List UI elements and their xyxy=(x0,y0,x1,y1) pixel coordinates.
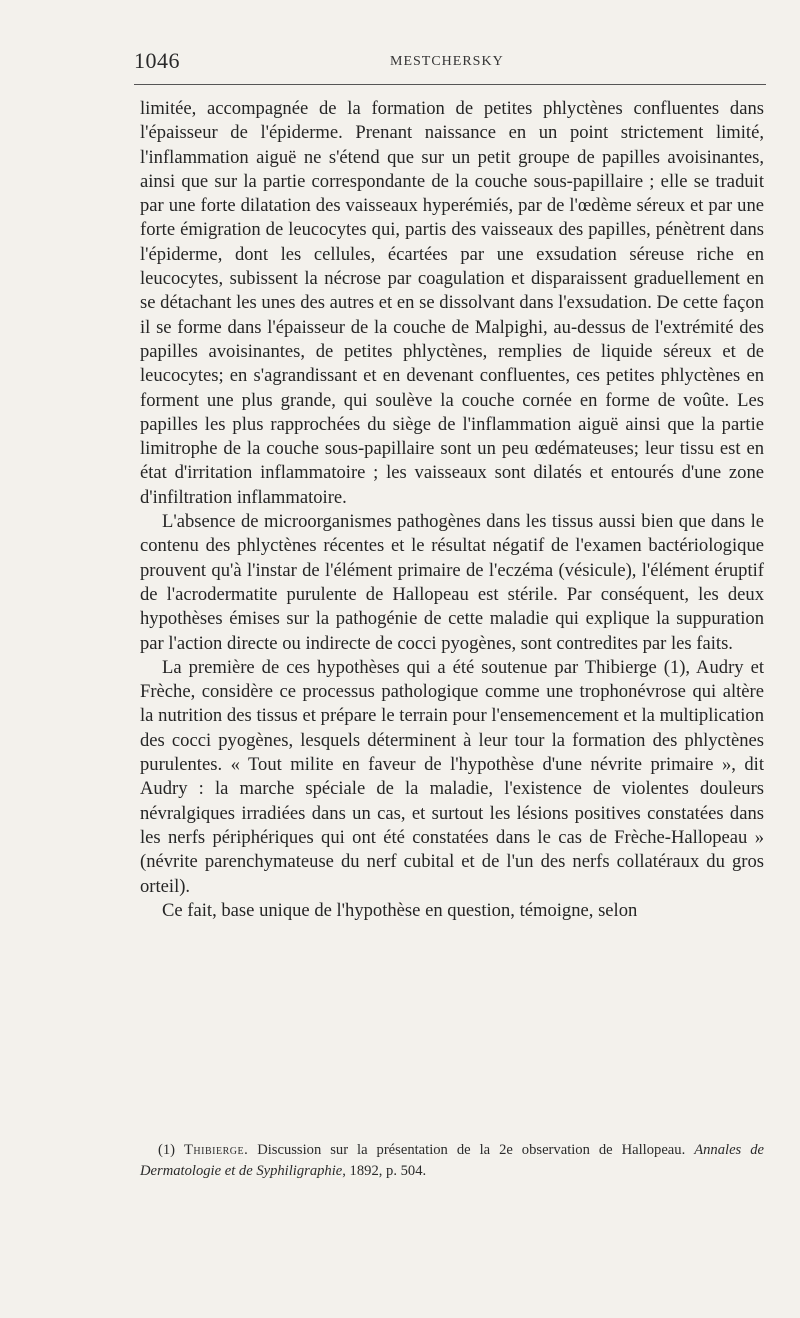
footnote-citation: , 1892, p. 504. xyxy=(342,1163,427,1179)
footnote-journal: Annales de Dermatologie et de Syphiligraphie xyxy=(140,1142,764,1179)
paragraph: La première de ces hypothèses qui a été soutenue par Thibierge (1), Audry et Frèche, considère ce processus pathologique comme une trophonévrose qui altère la nutrition des tissus et prépare le terrain pour l'ensemencement et la multiplication des cocci pyogènes, lesquels déterminent à leur tour la formation des phlyctènes purulentes. « Tout milite en faveur de l'hypothèse d'une névrite primaire », dit Audry : la marche spéciale de la maladie, l'existence de violentes douleurs névralgiques irradiées dans un cas, et surtout les lésions positives constatées dans les nerfs périphériques qui ont été constatées dans le cas de Frèche-Hallopeau » (névrite parenchymateuse du nerf cubital et de l'un des nerfs collatéraux du gros orteil). xyxy=(140,656,764,897)
footnote-author: Thibierge. xyxy=(184,1142,249,1158)
paragraph: L'absence de microorganismes pathogènes dans les tissus aussi bien que dans le contenu des phlyctènes récentes et le résultat négatif de l'examen bactériologique prouvent qu'à l'instar de l'élément primaire de l'eczéma (vésicule), l'élément éruptif de l'acrodermatite purulente de Hallopeau est stérile. Par conséquent, les deux hypothèses émises sur la pathogénie de cette maladie qui explique la suppuration par l'action directe ou indirecte de cocci pyogènes, sont contredites par les faits. xyxy=(140,511,764,654)
running-title: MESTCHERSKY xyxy=(390,54,504,69)
footnote xyxy=(140,1140,764,1182)
footnote-text: Discussion sur la présentation de la 2e observation de Hallopeau. xyxy=(257,1142,686,1158)
paragraph: Ce fait, base unique de l'hypothèse en question, témoigne, selon xyxy=(162,899,638,921)
footnote-marker: (1) xyxy=(158,1142,176,1158)
paragraph-continued: limitée, accompagnée de la formation de petites phlyctènes confluentes dans l'épaisseur de l'épiderme. Prenant naissance en un point strictement limité, l'inflammation aiguë ne s'étend que sur un petit groupe de papilles avoisinantes, ainsi que sur la partie correspondante de la couche sous-papillaire ; elle se traduit par une forte dilatation des vaisseaux hyperémiés, par de l'œdème séreux et par une forte émigration de leucocytes qui, partis des vaisseaux des papilles, pénètrent dans l'épiderme, dont les cellules, écartées par une exsudation séreuse riche en leucocytes, subissent la nécrose par coagulation et disparaissent graduellement en se détachant les unes des autres et en se dissolvant dans l'exsudation. De cette façon il se forme dans l'épaisseur de la couche de Malpighi, au-dessus de l'extrémité des papilles avoisinantes, de petites phlyctènes, remplies de liquide séreux et de leucocytes; en s'agrandissant et en devenant confluentes, ces petites phlyctènes en forment une plus grande, qui soulève la couche cornée en forme de voûte. Les papilles les plus rapprochées du siège de l'inflammation aiguë ainsi que la partie limitrophe de la couche sous-papillaire sont un peu œdémateuses; leur tissu est en état d'irritation inflammatoire ; les vaisseaux sont dilatés et entourés d'une zone d'infiltration inflammatoire. xyxy=(140,98,764,508)
header-rule xyxy=(134,84,766,85)
body-text xyxy=(140,97,764,923)
footnotes xyxy=(140,1140,764,1182)
page-number: 1046 xyxy=(134,48,180,73)
running-head xyxy=(134,48,766,74)
